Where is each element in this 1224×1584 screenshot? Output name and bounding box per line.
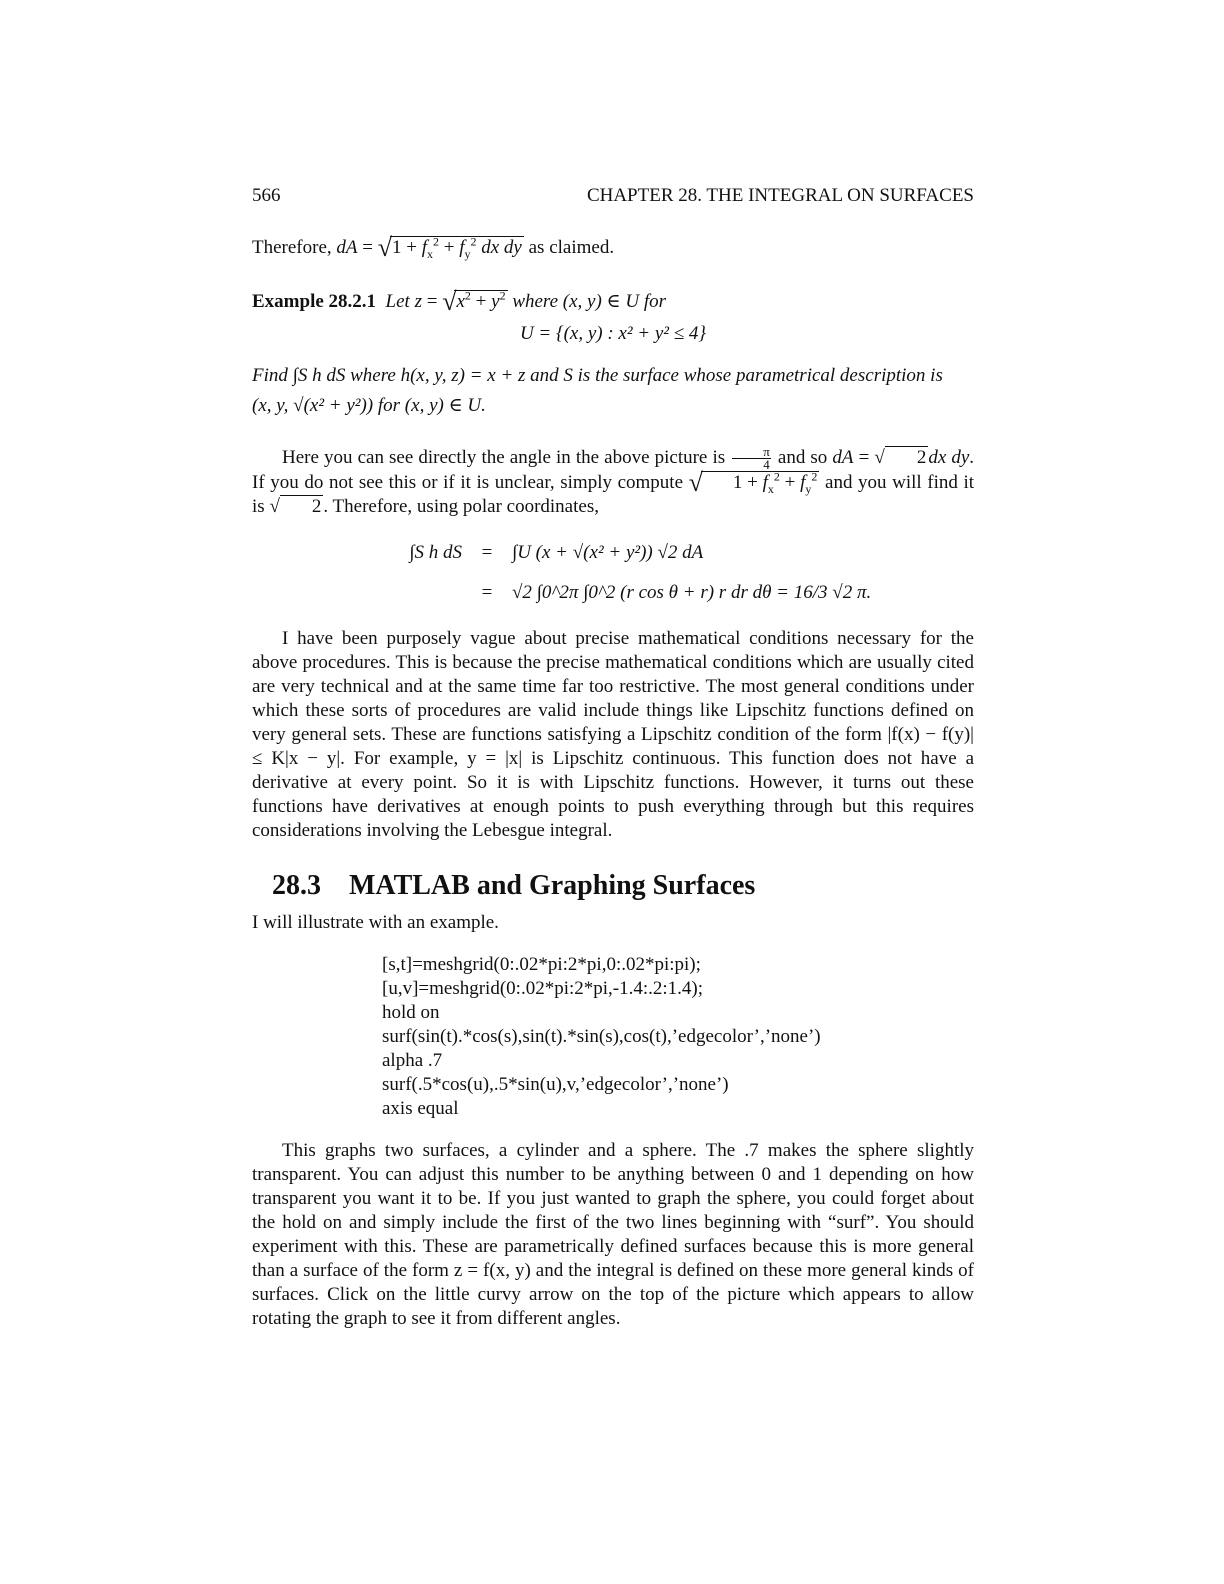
page-header bbox=[252, 184, 974, 214]
find-line: Find ∫S h dS where h(x, y, z) = x + z and S is the surface whose parametrical description is bbox=[252, 365, 943, 386]
code-line: axis equal bbox=[382, 1098, 459, 1120]
code-line: alpha .7 bbox=[382, 1050, 443, 1072]
page-number: 566 bbox=[252, 185, 281, 206]
equation-row-2: = √2 ∫0^2π ∫0^2 (r cos θ + r) r dr dθ = 16/3 √2 π. bbox=[481, 582, 872, 604]
paragraph-lipschitz: I have been purposely vague about precise mathematical conditions necessary for the above procedures. This is because the precise mathematical conditions which are usually cited are very technical and at the same time far too restrictive. The most general conditions under which these sorts of procedures are valid include things like Lipschitz functions defined on very general sets. These are functions satisfying a Lipschitz condition of the form |f(x) − f(y)| ≤ K|x − y|. For example, y = |x| is Lipschitz continuous. This function does not have a derivative at every point. So it is with Lipschitz functions. However, it turns out these functions have derivatives at enough points to push everything through but this requires considerations involving the Lebesgue integral. bbox=[252, 628, 974, 842]
param-line: (x, y, √(x² + y²)) for (x, y) ∈ U. bbox=[252, 395, 486, 416]
code-line: surf(.5*cos(u),.5*sin(u),v,’edgecolor’,’none’) bbox=[382, 1074, 729, 1096]
paragraph-surfaces: This graphs two surfaces, a cylinder and a sphere. The .7 makes the sphere slightly transparent. You can adjust this number to be anything between 0 and 1 depending on how transparent you want it to be. If you just wanted to graph the sphere, you could forget about the hold on and simply include the first of the two lines beginning with “surf”. You should experiment with this. These are parametrically defined surfaces because this is more general than a surface of the form z = f(x, y) and the integral is defined on these more general kinds of surfaces. Click on the little curvy arrow on the top of the picture which appears to allow rotating the graph to see it from different angles. bbox=[252, 1140, 974, 1330]
intro-line: I will illustrate with an example. bbox=[252, 912, 499, 934]
code-line: [u,v]=meshgrid(0:.02*pi:2*pi,-1.4:.2:1.4); bbox=[382, 978, 704, 1000]
section-heading bbox=[252, 863, 974, 909]
section-number: 28.3 bbox=[272, 870, 321, 902]
code-line: hold on bbox=[382, 1002, 440, 1024]
code-line: [s,t]=meshgrid(0:.02*pi:2*pi,0:.02*pi:pi); bbox=[382, 954, 701, 976]
running-title: CHAPTER 28. THE INTEGRAL ON SURFACES bbox=[586, 185, 974, 206]
equation-row-1: ∫S h dS = ∫U (x + √(x² + y²)) √2 dA bbox=[409, 542, 704, 564]
display-equation bbox=[252, 533, 974, 613]
set-definition: U = {(x, y) : x² + y² ≤ 4} bbox=[519, 323, 707, 344]
matlab-code-block bbox=[252, 953, 974, 1121]
top-line: Therefore, dA = $√1 + f_x^2 + f_y^2$ dx dy as claimed. bbox=[252, 233, 615, 262]
example-statement: Example 28.2.1 Let $z = √x^2 + y^2$ where (x, y) ∈ U for bbox=[252, 287, 667, 316]
page bbox=[252, 180, 974, 1331]
section-title: MATLAB and Graphing Surfaces bbox=[349, 870, 756, 902]
pi-over-4: $\frac{\pi}{4}$ bbox=[732, 446, 771, 471]
example-label: Example 28.2.1 bbox=[252, 291, 377, 312]
code-line: surf(sin(t).*cos(s),sin(t).*sin(s),cos(t),’edgecolor’,’none’) bbox=[382, 1026, 821, 1048]
paragraph-angle: Here you can see directly the angle in the above picture is $\frac{\pi}{4}$ and so dA = √ 2 dx dy. If you do not see this or if it is unclear, simply compute √ $1 + f_x^2 + f_y^2$ and you will find it is √ 2 . Therefore, using polar coordinates, bbox=[252, 444, 975, 518]
